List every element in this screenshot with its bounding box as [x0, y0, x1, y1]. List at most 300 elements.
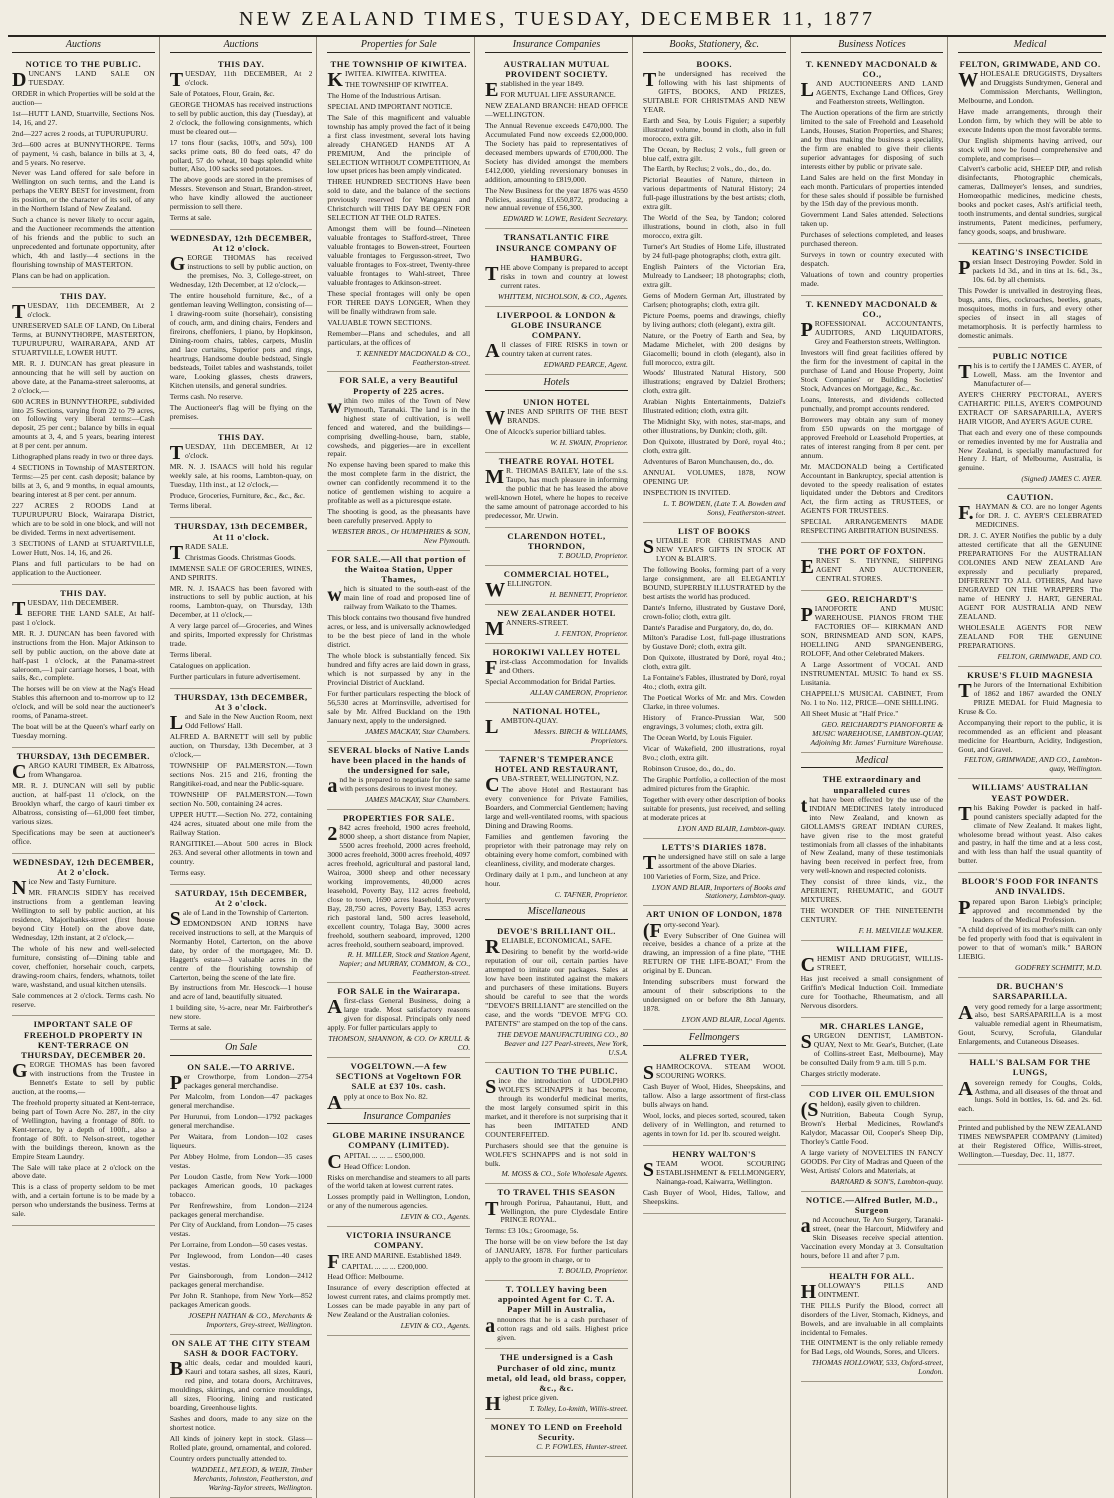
ad-text: TUESDAY, 11th DECEMBER, At 2 o'clock. — [169, 68, 313, 91]
ad-text: The Jurors of the International Exhibition of 1862 and 1867 awarded the ONLY PRIZE MEDAL for Fluid Magnesia to Kruse & Co. — [958, 679, 1102, 716]
ad-text: The following Books, forming part of a very large consignment, are all ELEGANTLY BOUND, SUPERBLY ILLUSTRATED by the best artists the world has produced. — [642, 564, 786, 601]
ad-text: Plans and full particulars to be had on application to the Auctioneer. — [12, 558, 155, 577]
ad-text: Terms: £3 10s.; Groomage, 5s. — [485, 1226, 579, 1236]
ad-text: Every Subscriber of One Guinea will receive, besides a chance of a prize at the drawing, an impression of a fine plate, "THE RETURN OF THE LIFE-BOAT," From the original by E. Duncan. — [642, 930, 786, 976]
ad-title: NATIONAL HOTEL, — [512, 705, 601, 716]
columns-container — [8, 37, 1106, 1492]
section-heading: Business Notices — [801, 39, 944, 53]
ad-text: IMMENSE SALE OF GROCERIES, WINES, AND SPIRITS. — [169, 563, 313, 582]
ad-signature: ALLAN CAMERON, Proprietor. — [530, 687, 628, 697]
ad-text: MR. N. J. ISAACS has been favored with instructions to sell by public auction, at his rooms, Lambton-quay, on Thursday, 13th December, at 11 o'clock,— — [169, 583, 313, 620]
ad-text: MR. THOMAS BAILEY, late of the s.s. Taupo, has much pleasure in informing the public that he has leased the above well-known Hotel, where he hopes to receive the same amount of patronage accorded to his predecessor, Mr. Urwin. — [485, 465, 628, 520]
ad-signature: W. H. SWAIN, Proprietor. — [550, 437, 628, 447]
ad-title: CLARENDON HOTEL, THORNDON, — [507, 530, 606, 551]
ad-signature: LYON AND BLAIR, Local Agents. — [681, 1015, 786, 1025]
ad-text: Specifications may be seen at auctioneer's office. — [12, 827, 155, 846]
advertisement — [958, 978, 1102, 1054]
advertisement — [327, 56, 470, 373]
advertisement — [485, 1281, 628, 1349]
ad-text: Remember—Plans and schedules, and all particulars, at the offices of — [327, 328, 471, 347]
advertisement — [170, 56, 313, 230]
ad-title: LETTS'S DIARIES 1878. — [661, 841, 767, 852]
ad-text: 1st—HUTT LAND, Stuartville, Sections Nos. 14, 16, and 27. — [12, 108, 155, 127]
ad-signature: LEVIN & CO., Agents. — [400, 1321, 471, 1331]
ad-text: The undersigned has received the following with his last shipments of GIFTS, BOOKS, AND PRIZES, SUITABLE FOR CHRISTMAS AND NEW YEAR. — [642, 68, 786, 114]
ad-text: Sale of Land in the Township of Carterton. — [169, 907, 309, 930]
ad-text: RANGITIKEI.—About 500 acres in Block 263. And several other allotments in town and country. — [169, 838, 313, 866]
advertisement — [801, 1086, 944, 1192]
ad-text: BEFORE THE LAND SALE, At half-past 1 o'clock. — [12, 608, 155, 627]
advertisement — [643, 1049, 786, 1146]
ad-signature: GODFREY SCHMITT, M.D. — [1015, 963, 1102, 973]
ad-text: Picture Poems, poems and drawings, chiefly by living authors; cloth (elegant), extra gilt. — [642, 310, 786, 329]
advertisement — [801, 296, 944, 543]
advertisement — [327, 551, 470, 742]
ad-text: F.HAYMAN & CO. are no longer Agents for DR. J. C. AYER'S CELEBRATED MEDICINES. — [958, 502, 1102, 530]
ad-text: Avery good remedy for a large assortment; also, best SARSAPARILLA is a most valuable remedial agent in Rheumatism, Gout, Scurvy, Scrofula, Glandular Enlargements, and Cutaneous Diseases. — [958, 1001, 1102, 1047]
ad-text: TUESDAY, 11th DECEMBER, At 2 o'clock. — [12, 301, 155, 324]
ad-text: and Accoucheur, Te Aro Surgery, Taranaki-street, (near the Harcourt, Midwifery and Skin Diseases receive special attention. Vaccination every Monday at 3. Consultation hours, before 11 and after 7 p.m. — [800, 1214, 944, 1260]
ad-title: PROPERTIES FOR SALE. — [342, 812, 455, 823]
section-heading: Hotels — [485, 377, 628, 391]
printer-imprint: Printed and published by the NEW ZEALAND TIMES NEWSPAPER COMPANY (Limited) at their Registered Office, Willis-street, Wellington.—Tuesday, Dec. 11, 1877. — [958, 1121, 1102, 1165]
ad-text: MR. N. J. ISAACS will hold his regular weekly sale, at his rooms, Lambton-quay, on Tuesday, 11th inst., at 12 o'clock,— — [169, 461, 313, 489]
advertisement — [801, 1018, 944, 1086]
advertisement — [327, 810, 470, 983]
ad-text: Terms liberal. — [169, 650, 212, 660]
ad-text: Per Renfrewshire, from London—2124 packages general merchandise. — [169, 1200, 313, 1219]
ad-text: 227 ACRES 2 ROODS Land at TUPURUPURU Block, Wairarapa District, which are to be sold in one block, and will not be divided. Terms in next advertisement. — [12, 501, 155, 537]
ad-signature: JAMES MACKAY, Star Chambers. — [365, 795, 471, 805]
ad-title: FOR SALE in the Wairarapa. — [337, 986, 461, 997]
ad-signature: LYON AND BLAIR, Importers of Books and Stationery, Lambton-quay. — [651, 882, 786, 901]
ad-text: Prepared upon Baron Liebig's principle; approved and recommended by the leaders of the Medical Profession. — [958, 896, 1102, 924]
ad-signature: EDWARD PEARCE, Agent. — [543, 359, 628, 369]
column-4 — [481, 37, 633, 1498]
ad-text: STEAM WOOL SCOURING ESTABLISHMENT & FELLMONGERY, Nainanga-road, Kaiwarra, Wellington. — [642, 1158, 786, 1186]
ad-text: The Annual Revenue exceeds £470,000. The Accumulated Fund now exceeds £2,000,000. The Society has paid to representatives of deceased members upwards of £700,000. The Society has divided amongst the members £412,000, yielding reversionary bonuses in addition, amounting to £819,000. — [485, 120, 628, 184]
ad-text: Terms liberal. — [169, 501, 212, 511]
ad-text: 2nd—227 acres 2 roods, at TUPURUPURU. — [12, 128, 148, 138]
advertisement — [485, 566, 628, 605]
ad-text: PIANOFORTE AND MUSIC WAREHOUSE. PIANOS FROM THE FACTORIES OF— KIRKMAN AND SON, BRINSMEAD AND SON, KAPS, HOELLING AND SPANGENBERG, ROLOFF, And other Celebrated Makers. — [800, 604, 944, 659]
ad-text: Terms cash. No reserve. — [169, 391, 243, 401]
ad-title: THIS DAY. — [217, 431, 265, 442]
ad-signature: LYON AND BLAIR, Lambton-quay. — [677, 823, 786, 833]
ad-title: HEALTH FOR ALL. — [829, 1270, 915, 1281]
ad-text: The whole of his new and well-selected furniture, consisting of—Dining table and cover, cheffonier, horsehair couch, carpets, drawing-room chairs, fenders, whatnots, toilet ware, washstand, and usual kitchen utensils. — [12, 943, 155, 989]
ad-title: THIS DAY. — [60, 290, 107, 301]
ad-text: Per Loudon Castle, from New York—1000 packages American goods, 10 packages tobacco. — [169, 1171, 313, 1199]
ad-text: MR. R. J. DUNCAN has great pleasure in announcing that he will sell by auction on above date, at the Panama-street salerooms, at 2 o'clock,— — [12, 358, 155, 395]
ad-text: MR. FRANCIS SIDEY has received instructions from a gentleman leaving Wellington to sell by public auction, at his residence, Majoribanks-street (first house beyond City Hotel) on the above date, Wednesday, 12th instant, at 2 o'clock,— — [12, 888, 155, 942]
ad-text: History of France-Prussian War, 500 engravings, 3 volumes; cloth, extra gilt. — [642, 713, 786, 732]
ad-title: TO TRAVEL THIS SEASON — [497, 1187, 616, 1198]
ad-text: GEORGE THOMAS has been favored with instructions from the Trustee in Bennett's Estate to sell by public auction, at the rooms,— — [12, 1060, 155, 1096]
ad-text: Per City of Auckland, from London—75 cases vestas. — [169, 1220, 313, 1239]
ad-title: COD LIVER OIL EMULSION — [808, 1088, 935, 1099]
ad-title: ON SALE.—TO ARRIVE. — [187, 1062, 295, 1073]
ad-title: THE TOWNSHIP OF KIWITEA. — [330, 58, 468, 69]
ad-text: Government Land Sales attended. Selections taken up. — [800, 210, 944, 229]
ad-text: The Auctioneer's flag will be flying on the premises. — [169, 402, 313, 421]
column-2 — [166, 37, 318, 1498]
ad-signature: THOMSON, SHANNON, & CO. Or KRULL & CO. — [328, 1034, 471, 1053]
advertisement — [485, 307, 628, 375]
section-heading: Medical — [801, 755, 944, 769]
ad-signature: GEO. REICHARDT'S PIANOFORTE & MUSIC WAREHOUSE, LAMBTON-QUAY, Adjoining Mr. James' Furniture Warehouse. — [810, 719, 944, 747]
ad-text: Per Crowthorpe, from London—2754 packages general merchandise. — [169, 1072, 313, 1095]
ad-text: Head Office: Melbourne. — [327, 1272, 404, 1282]
ad-text: A large variety of NOVELTIES IN FANCY GOODS. Per City of Madras and Queen of the West, Artists' Colors and Materials, at — [800, 1147, 944, 1175]
advertisement — [643, 1146, 786, 1214]
ad-text: Loans, Interests, and dividends collected punctually, and prompt accounts rendered. — [800, 394, 944, 413]
ad-text: (Sheldon), easily given to children. — [800, 1098, 921, 1121]
ad-title: HOROKIWI VALLEY HOTEL — [492, 646, 621, 657]
ad-signature: JOSEPH NATHAN & CO., Merchants & Importers, Grey-street, Wellington. — [188, 1311, 313, 1329]
ad-text: The Sale of this magnificent and valuable township has amply proved the fact of it being a first class investment, several lots having already CHANGED HANDS AT A PREMIUM, And the principle of SELECTION WITHOUT COMPETITION, At low upset prices has been amply vindicated. — [327, 112, 471, 176]
ad-text: Mr. MACDONALD being a Certificated Accountant in Bankruptcy, special attention is devoted to the speedy realisation of estates liquidated under the Debtors and Creditors Act, the firm acting as TRUSTEES, or AGENTS FOR TRUSTEES. — [800, 461, 944, 516]
ad-text: Through Porirua, Pahautanui, Hutt, and Wellington, the pure Clydesdale Entire PRINCE ROYAL. — [485, 1197, 628, 1225]
advertisement — [958, 779, 1102, 873]
ad-text: Per Inglewood, from London—40 cases vestas. — [169, 1251, 313, 1270]
ad-title: KRUSE'S FLUID MAGNESIA — [967, 669, 1094, 680]
ad-text: Christmas Goods. Christmas Goods. — [185, 552, 296, 562]
advertisement — [485, 229, 628, 306]
ad-title: THIS DAY. — [217, 58, 265, 69]
ad-text: CARGO KAURI TIMBER, Ex Albatross, from Whangaroa. — [12, 761, 155, 784]
ad-text: MR. R. J. DUNCAN has been favored with instructions from the Hon. Major Atkinson to sell by public auction, on the above date at half-past 1 o'clock, at the Panama-street saleroom,—1 pair carriage horses, 1 boat, with sails, &c., complete. — [12, 628, 155, 683]
ad-text: Charges strictly moderate. — [800, 1068, 881, 1078]
ad-text: Per Abbey Holme, from London—35 cases vestas. — [169, 1151, 313, 1170]
ad-signature: JAMES MACKAY, Star Chambers. — [365, 726, 471, 736]
ad-text: That each and every one of these compounds or remedies invented by me for Australia and New Zealand, is specially manufactured for Henry J. Hart, of Melbourne, Australia, is genuine. — [958, 427, 1102, 473]
ad-text: La Fontaine's Fables, illustrated by Doré, royal 4to.; cloth, extra gilt. — [642, 673, 786, 692]
advertisement — [327, 742, 470, 810]
ad-text: FOR MUTUAL LIFE ASSURANCE. — [500, 90, 616, 100]
ad-text: MANNERS-STREET. — [485, 617, 569, 640]
ad-text: FIRE AND MARINE. Established 1849. — [327, 1250, 462, 1273]
section-heading: Fellmongers — [643, 1032, 786, 1046]
ad-text: 600 ACRES in BUNNYTHORPE, subdivided into 25 Sections, varying from 22 to 79 acres, on following very liberal terms:—Cash deposit, 25 per cent.; balance by bills in equal amounts at 3, 4, and 5 years, bearing interest at 8 per cent. per annum. — [12, 396, 155, 451]
ad-text: GEORGE THOMAS has received instructions to sell by public auction, this day (Tuesday), at 2 o'clock, the following consignments, which must be cleared out— — [169, 99, 313, 136]
advertisement — [801, 591, 944, 752]
ad-text: The Home of the Industrious Artisan. — [327, 90, 441, 100]
ad-title: THE PORT OF FOXTON. — [817, 546, 926, 557]
ad-text: TUESDAY, 11th DECEMBER. — [12, 597, 119, 620]
ad-text: Woods' Illustrated Natural History, 500 illustrations; engraved by Dalziel Brothers; cloth, extra gilt. — [642, 368, 786, 396]
ad-text: Arabian Nights Entertainments, Dalziel's Illustrated edition; cloth, extra gilt. — [642, 397, 786, 416]
ad-title: THURSDAY, 13th DECEMBER, At 3 o'clock. — [174, 692, 308, 713]
ad-text: SUITABLE FOR CHRISTMAS AND NEW YEAR'S GIFTS IN STOCK AT LYON & BLAIR'S. — [642, 535, 786, 563]
ad-text: ALFRED A. BARNETT will sell by public auction, on Thursday, 13th December, at 3 o'clock,— — [169, 732, 313, 760]
ad-text: ERNEST S. THYNNE, SHIPPING AGENT AND AUCTIONEER, CENTRAL STORES. — [800, 556, 944, 584]
ad-title: THURSDAY, 13th DECEMBER, At 11 o'clock. — [174, 521, 308, 542]
advertisement — [327, 983, 470, 1058]
ad-title: WEDNESDAY, 12th DECEMBER, At 2 o'clock. — [12, 856, 154, 877]
ad-text: This block contains two thousand five hundred acres, or less, and is universally acknowledged to be the best piece of land in the whole district. — [327, 613, 471, 650]
ad-text: Dante's Inferno, illustrated by Gustave Doré, crown-folio; cloth, extra gilt. — [642, 602, 786, 621]
ad-text: Country orders punctually attended to. — [169, 1453, 287, 1463]
ad-text: Don Quixote, illustrated by Doré, royal 4to.; cloth, extra gilt. — [642, 653, 786, 672]
ad-text: Gems of Modern German Art, illustrated by Carlsen; photographs; cloth, extra gilt. — [642, 290, 786, 309]
ad-text: which is situated to the south-east of the main line of road and proposed line of railway from Waikato to the Thames. — [327, 584, 471, 612]
ad-text: This is to certify the I JAMES C. AYER, of Lowell, Mass. am the Inventor and Manufacturer of— — [958, 360, 1102, 388]
masthead-title: NEW ZEALAND TIMES, TUESDAY, DECEMBER 11, 1877 — [239, 8, 875, 30]
ad-text: No expense having been spared to make this the most complete farm in the district, the owner can confidently recommend it to the notice of gentlemen wishing to acquire a profitable as well as a picturesque estate. — [327, 460, 471, 506]
ad-text: 3 SECTIONS of LAND at STUARTVILLE, Lower Hutt, Nos. 14, 16, and 26. — [12, 538, 155, 557]
advertisement — [643, 56, 786, 523]
ad-signature: L. T. BOWDEN, (Late T. A. Bowden and Sons), Featherston-street. — [663, 498, 786, 517]
column-6 — [797, 37, 949, 1498]
ad-text: The whole block is substantially fenced. Six hundred and fifty acres are laid down in grass, which is not surpassed by any in the Provincial District of Auckland. — [327, 651, 471, 687]
ad-text: 1 building site, ½-acre, near Mr. Fairbrother's new store. — [169, 1003, 313, 1022]
ad-text: Further particulars in future advertisement. — [169, 672, 301, 682]
ad-text: TUESDAY, 11th DECEMBER, At 12 o'clock. — [169, 441, 313, 464]
ad-text: (Forty-second Year). — [642, 919, 720, 942]
ad-text: By instructions from Mr. Hescock—1 house and acre of land, beautifully situated. — [169, 983, 313, 1002]
ad-title: GLOBE MARINE INSURANCE COMPANY (LIMITED). — [332, 1130, 466, 1151]
ad-text: Risks on merchandise and steamers to all parts of the world taken at lowest current rates. — [327, 1172, 471, 1191]
ad-text: Terms at sale. — [169, 213, 212, 223]
advertisement — [485, 644, 628, 703]
ad-text: Purchasers should see that the genuine is WOLFE'S SCHNAPPS and is not sold in bulk. — [485, 1140, 628, 1168]
ad-text: The shooting is good, as the pheasants have been carefully preserved. Apply to — [327, 507, 471, 526]
ad-text: Per Malcolm, from London—47 packages general merchandise. — [169, 1092, 313, 1111]
ad-title: NOTICE.—Alfred Butler, M.D., Surgeon — [805, 1194, 938, 1215]
ad-text: Catalogues on application. — [169, 661, 251, 671]
section-heading: On Sale — [170, 1042, 313, 1056]
ad-text: Special Accommodation for Bridal Parties. — [485, 676, 616, 686]
ad-title: ALFRED TYER, — [679, 1051, 749, 1062]
ad-text: ORDER in which Properties will be sold at the auction— — [12, 88, 155, 107]
ad-text: CHAPPELL'S MUSICAL CABINET, From No. 1 to No. 112, PRICE—ONE SHILLING. — [800, 688, 944, 707]
ad-text: Highest price given. — [485, 1393, 559, 1416]
advertisement — [958, 56, 1102, 244]
ad-text: The undersigned have still on sale a large assortment of the above Diaries. — [642, 851, 786, 874]
ad-text: All Sheet Music at "Half Price." — [800, 708, 899, 718]
column-1 — [8, 37, 160, 1498]
ad-text: The Midnight Sky, with notes, star-maps, and other illustrations, by Dunkin; cloth, gilt. — [642, 417, 786, 436]
ad-title: HALL'S BALSAM FOR THE LUNGS, — [969, 1057, 1091, 1078]
ad-signature: LEVIN & CO., Agents. — [400, 1212, 471, 1222]
ad-text: Robinson Crusoe, do., do., do. — [642, 763, 736, 773]
section-heading: Books, Stationery, &c. — [643, 39, 786, 53]
ad-text: Never was Land offered for sale before in Wellington on such terms, and the Land is perhaps the VERY BEST for investment, from its position, or the character of its soil, of any in the Northern Island of New Zealand. — [12, 168, 155, 214]
ad-title: WILLIAMS' AUSTRALIAN YEAST POWDER. — [971, 782, 1089, 803]
ad-text: RELIABLE, ECONOMICAL, SAFE. — [485, 936, 612, 959]
ad-title: KEATING'S INSECTICIDE — [971, 247, 1089, 258]
ad-text: The World of the Sea, by Tandon; colored illustrations, bound in cloth, also in full morocco, extra gilt. — [642, 213, 786, 241]
ad-text: WHOLESALE AGENTS FOR NEW ZEALAND FOR THE GENUINE PREPARATIONS. — [958, 622, 1102, 650]
ad-title: WILLIAM FIFE, — [836, 944, 908, 955]
ad-text: The New Business for the year 1876 was 4550 Policies, assuring £1,650,872, producing a new annual revenue of £56,300. — [485, 185, 628, 213]
ad-title: SATURDAY, 15th DECEMBER, At 2 o'clock. — [175, 887, 308, 908]
ad-text: Pictorial Beauties of Nature, thirteen in various departments of Natural History; 24 full-page illustrations by the best artists; cloth, extra gilt. — [642, 175, 786, 212]
section-heading: Auctions — [170, 39, 313, 53]
ad-text: Per Lorraine, from London—50 cases vestas. — [169, 1240, 308, 1250]
ad-text: The Poetical Works of Mr. and Mrs. Cowden Clarke, in three volumes. — [642, 693, 786, 712]
advertisement — [801, 56, 944, 296]
ad-text: THE TOWNSHIP OF KIWITEA. — [344, 79, 449, 89]
ad-signature: (Signed) JAMES C. AYER. — [1021, 474, 1102, 484]
ad-text: that have been effected by the use of the INDIAN MEDICINES lately introduced into New Zealand, and known as GIOLLAMS'S GREAT INDIAN CURES, have given rise to the most grateful testimonials from all classes of the inhabitants of New Zealand, many of these testimonials having been received in perfect free, from very well-known and respected colonists. — [800, 794, 944, 876]
ad-title: SEVERAL blocks of Native Lands have been placed in the hands of the undersigned for sale, — [328, 744, 470, 775]
advertisement — [170, 885, 313, 1041]
ad-title: VOGELTOWN.—A few SECTIONS at Vogeltown FOR SALE at £37 10s. cash. — [335, 1061, 462, 1092]
ad-text: Established in the year 1849. — [485, 79, 584, 102]
advertisement — [12, 748, 155, 854]
ad-text: Milton's Paradise Lost, full-page illustrations by Gustave Doré; cloth, extra gilt. — [642, 633, 786, 652]
ad-text: Nature, or the Poetry of Earth and Sea, by Madame Michelet, with 200 designs by Giacomelli; bound in cloth (elegant), also in full morocco, extra gilt. — [642, 330, 786, 367]
ad-text: Dante's Paradise and Purgatory, do, do, do. — [642, 622, 774, 632]
section-heading: Medical — [958, 39, 1102, 53]
ad-text: Borrowers may obtain any sum of money from £50 upwards on the mortgage of approved Freehold or Leasehold Properties, at rates of interest ranging from 8 per cent. per annum. — [800, 414, 944, 460]
advertisement — [643, 523, 786, 839]
ad-title: FOR SALE.—All that portion of the Waitoa Station, Upper Thames, — [331, 554, 467, 585]
ad-text: Asovereign remedy for Coughs, Colds, Asthma, and all diseases of the throat and lungs. Sold in bottles, 1s. 6d. and 2s. 6d. each. — [958, 1077, 1102, 1114]
advertisement — [12, 854, 155, 1017]
ad-title: TAFNER'S TEMPERANCE HOTEL AND RESTAURANT, — [494, 753, 619, 774]
ad-title: ON SALE AT THE CITY STEAM SASH & DOOR FACTORY. — [171, 1337, 311, 1359]
masthead — [8, 6, 1106, 37]
ad-text: SPECIAL AND IMPORTANT NOTICE. — [327, 101, 453, 111]
ad-text: For further particulars respecting the block of 56,530 acres at Morrinsville, advertised for sale by Mr. Alfred Buckland on the 19th January next, apply to the undersigned. — [327, 688, 471, 725]
ad-text: THE OINTMENT is the only reliable remedy for Bad Legs, old Wounds, Sores, and Ulcers. — [800, 1338, 944, 1357]
ad-title: T. KENNEDY MACDONALD & CO., — [805, 58, 939, 79]
ad-title: MR. CHARLES LANGE, — [819, 1020, 924, 1031]
ad-text: Vicar of Wakefield, 200 illustrations, royal 8vo.; cloth, extra gilt. — [642, 743, 786, 762]
ad-text: Wool, locks, and pieces sorted, scoured, taken delivery of in Wellington, and returned to agents in town for 1d. per lb. scoured weight. — [642, 1110, 786, 1138]
ad-text: Cash Buyer of Wool, Hides, Sheepskins, and tallow. Also a large assortment of first-class bulls always on hand. — [642, 1081, 786, 1109]
ad-text: INSPECTION IS INVITED. — [642, 487, 731, 497]
ad-text: within two miles of the Town of New Plymouth, Taranaki. The land is in the highest state of cultivation, is well fenced and watered, and the buildings—comprising dwelling-house, barn, stable, cowsheds, and piggeries—are in excellent repair. — [327, 395, 471, 459]
ad-text: Turner's Art Studies of Home Life, illustrated by 24 full-page photographs; cloth, extra gilt. — [642, 242, 786, 261]
ad-text: Baltic deals, cedar and moulded kauri, Kauri and totara sashes, all sizes, Kauri, red pine, and totara doors, Architraves, mouldings, skirtings, and cornice mouldings, all sizes, Flooring, lining and rusticated boarding, Greenhouse lights. — [169, 1358, 313, 1412]
ad-title: DEVOE'S BRILLIANT OIL. — [497, 926, 616, 937]
ad-text: Calvert's carbolic acid, SHEEP DIP, and relish disinfectants, Photographic chemicals, cameras, Dallmeyer's lenses, and sundries, Homœopathic medicines, medicine chests, books and pocket cases, Ash's artificial teeth, tooth instruments, and dental sundries, surgical instruments, Patent medicines, perfumery, fancy goods, soaps, and brushware. — [958, 164, 1102, 237]
column-3 — [323, 37, 475, 1498]
advertisement — [12, 585, 155, 748]
advertisement — [958, 244, 1102, 348]
ad-text: Per Gainsborough, from London—2412 packages general merchandise. — [169, 1271, 313, 1290]
section-heading: Properties for Sale — [327, 39, 470, 53]
ad-text: All kinds of joinery kept in stock. Glass—Rolled plate, ground, ornamental, and colored. — [169, 1433, 313, 1452]
ad-text: Cash Buyer of Wool, Hides, Tallow, and Sheepskins. — [642, 1187, 786, 1206]
ad-title: FELTON, GRIMWADE, AND CO. — [959, 58, 1101, 69]
ad-text: TRADE SALE. — [169, 541, 229, 564]
ad-text: Families and gentlemen favoring the proprietor with their patronage may rely on obtaining every home comfort, combined with cleanliness, civility, and moderate charges. — [485, 831, 628, 868]
ad-text: LAMBTON-QUAY. — [485, 715, 558, 738]
ad-text: Since the introduction of UDOLPHO WOLFE'S SCHNAPPS it has become, through its wonderful medicinal merits, the most largely consumed spirit in this market, and it therefore is not surprising that it has been IMITATED AND COUNTERFEITED. — [485, 1075, 628, 1139]
ad-text: English Painters of the Victorian Era, Mulready to Landseer; 18 photographs; cloth, extra gilt. — [642, 262, 786, 289]
ad-signature: Messrs. BIRCH & WILLIAMS, Proprietors. — [533, 726, 628, 745]
ad-signature: M. MOSS & CO., Sole Wholesale Agents. — [501, 1169, 628, 1179]
ad-title: IMPORTANT SALE OF FREEHOLD PROPERTY IN KENT-TERRACE ON THURSDAY, DECEMBER 20. — [21, 1019, 146, 1060]
ad-text: ANNUAL VOLUMES, 1878, NOW OPENING UP. — [642, 468, 786, 486]
ad-title: CAUTION TO THE PUBLIC. — [495, 1065, 618, 1076]
ad-text: First-class Accommodation for Invalids and Others. — [485, 656, 628, 679]
advertisement — [958, 1054, 1102, 1121]
ad-text: 17 tons flour (sacks, 100's, and 50's), 100 sacks prime oats, 80 do feed oats, 47 do pollard, 57 do wheat, 10 bags splendid white butter, Also, 100 sacks seed potatoes. — [169, 137, 313, 174]
advertisement — [170, 689, 313, 884]
ad-text: announces that he is a cash purchaser of cotton rags and old sails. Highest price given. — [485, 1314, 628, 1342]
ad-text: This Baking Powder is packed in half-pound canisters specially adapted for the climate of New Zealand. It makes light, wholesome bread without yeast. Also cakes and pastry, in half the time and at a less cost, and with less than half the usual quantity of butter. — [958, 802, 1102, 866]
ad-text: CAPITAL ... ... ... £200,000. — [341, 1261, 428, 1271]
ad-text: Nutrition, Babeuta Cough Syrup, Brown's Herbal Medicines, Rowland's Kalydor, Macassar Oil, Cooper's Sheep Dip, Thorley's Cattle Food. — [800, 1109, 944, 1146]
ad-title: DR. BUCHAN'S SARSAPARILLA. — [992, 981, 1068, 1002]
advertisement — [170, 518, 313, 689]
ad-text: WINES AND SPIRITS OF THE BEST BRANDS. — [485, 406, 628, 429]
ad-text: Has just received a small consignment of Griffin's Medical Induction Coil. Immediate cure for Toothache, Rheumatism, and all Nervous disorders. — [800, 974, 944, 1010]
ad-title: NEW ZEALANDER HOTEL — [497, 607, 616, 618]
ad-signature: H. BENNETT, Proprietor. — [549, 589, 628, 599]
ad-text: WELLINGTON. — [485, 578, 552, 601]
ad-text: CAPITAL ... ... ... £500,000. — [327, 1150, 426, 1173]
ad-text: They consist of three kinds, viz., the APERIENT, RHEUMATIC, and GOUT MIXTURES. — [800, 877, 944, 905]
ad-title: MONEY TO LEND on Freehold Security. — [490, 1421, 623, 1443]
advertisement — [327, 1058, 470, 1114]
ad-signature: J. FENTON, Proprietor. — [554, 628, 628, 638]
advertisement — [485, 528, 628, 566]
ad-signature: T. BOULD, Proprietor. — [558, 550, 628, 560]
ad-text: Together with every other description of books suitable for presents, just received, and selling at moderate prices at — [642, 794, 786, 822]
ad-title: BOOKS. — [696, 58, 733, 69]
ad-text: Produce, Groceries, Furniture, &c., &c., &c. — [169, 490, 305, 500]
ad-text: Per John R. Stanhope, from New York—852 packages American goods. — [169, 1291, 313, 1310]
ad-text: THE WONDER OF THE NINETEENTH CENTURY. — [800, 906, 944, 925]
ad-text: VALUABLE TOWN SECTIONS. — [327, 317, 432, 327]
ad-text: TOWNSHIP OF PALMERSTON.—Town section No. 500, containing 24 acres. — [169, 789, 313, 808]
ad-text: CUBA-STREET, WELLINGTON, N.Z. — [485, 774, 619, 797]
advertisement — [327, 1127, 470, 1227]
ad-text: 3rd—600 acres at BUNNYTHORPE. Terms of payment, ¼ cash, balance in bills at 3, 4, and 5 years. No reserve. — [12, 139, 155, 167]
ad-text: EDMONDSON AND IORNS have received instructions to sell, at the Marquis of Normanby Hotel, Carterton, on the above date, by order of the mortgagee, Mr. D. Haggett's estate—3 valuable acres in the centre of the flourishing township of Carterton, being the scene of the late fire. — [169, 918, 313, 982]
advertisement — [485, 923, 628, 1063]
ad-text: Sale of Potatoes, Flour, Grain, &c. — [169, 88, 275, 98]
advertisement — [485, 453, 628, 528]
ad-text: Per Hurunui, from London—1792 packages general merchandise. — [169, 1111, 313, 1130]
ad-text: LAND AUCTIONEERS AND LAND AGENTS, Exchange Land Offices, Grey and Featherston streets, Wellington. — [800, 79, 944, 106]
advertisement — [958, 489, 1102, 666]
section-heading: Auctions — [12, 39, 155, 53]
ad-text: These special frontages will only be open FOR THREE DAYS LONGER, When they will be finally withdrawn from sale. — [327, 288, 471, 316]
advertisement — [485, 605, 628, 644]
ad-text: AYER'S CHERRY PECTORAL, AYER'S CATHARTIC PILLS, AYER'S COMPOUND EXTRACT OF SARSAPARILLA, AYER'S HAIR VIGOR, And AYER'S AGUE CURE. — [958, 389, 1102, 426]
ad-title: TRANSATLANTIC FIRE INSURANCE COMPANY OF HAMBURG. — [495, 232, 618, 263]
ad-title: THE undersigned is a Cash Purchaser of old zinc, muntz metal, old lead, old brass, copper, &c., &c. — [486, 1352, 627, 1393]
ad-title: CAUTION. — [1006, 492, 1054, 503]
advertisement — [485, 1184, 628, 1281]
advertisement — [801, 1192, 944, 1268]
ad-text: Such a chance is never likely to occur again, and the Auctioneer recommends the attention of his friends and the public to such an unprecedented and fortunate opportunity, after which, 4th and lastly—4 sections in the flourishing township of MASTERTON. — [12, 215, 155, 269]
ad-text: CHEMIST AND DRUGGIST, WILLIS-STREET, — [800, 954, 944, 977]
ad-title: T. TOLLEY having been appointed Agent for C. T. A. Paper Mill in Australia, — [497, 1284, 616, 1315]
advertisement — [958, 873, 1102, 978]
ad-text: THE above Company is prepared to accept risks in town and country at lowest current rates. — [485, 262, 628, 290]
ad-text: The freehold property situated at Kent-terrace, being part of Town Acre No. 287, in the city of Wellington, having a frontage of 80ft. to Kent-terrace, by a depth of 100ft., also a frontage of 80ft. to Nelson-street, together with the buildings thereon, known as the Empire Steam Laundry. — [12, 1097, 155, 1161]
advertisement — [170, 230, 313, 428]
ad-title: NOTICE TO THE PUBLIC. — [25, 58, 142, 69]
ad-text: Adventures of Baron Munchausen, do., do. — [642, 457, 774, 467]
ad-text: Surveys in town or country executed with despatch. — [800, 250, 944, 269]
column-7 — [954, 37, 1106, 1498]
ad-signature: T. BOULD, Proprietor. — [558, 1266, 628, 1276]
ad-text: THREE HUNDRED SECTIONS Have been sold to date, and the balance of the sections previously reserved for Wanganui and Christchurch will THIS DAY BE OPEN FOR SELECTION AT THE OLD RATES. — [327, 177, 471, 223]
advertisement — [12, 288, 155, 585]
ad-text: MR. R. J. DUNCAN will sell by public auction, at half-past 11 o'clock, on the Brooklyn wharf, the cargo of kauri timber ex Albatross, consisting of—61,000 feet timber, various sizes. — [12, 781, 155, 826]
ad-text: SURGEON DENTIST, LAMBTON-QUAY, Next to Mr. Gear's, Butcher, (Late of Collins-street East, Melbourne), May be consulted Daily from 9 a.m. till 5 p.m. — [800, 1031, 944, 1067]
